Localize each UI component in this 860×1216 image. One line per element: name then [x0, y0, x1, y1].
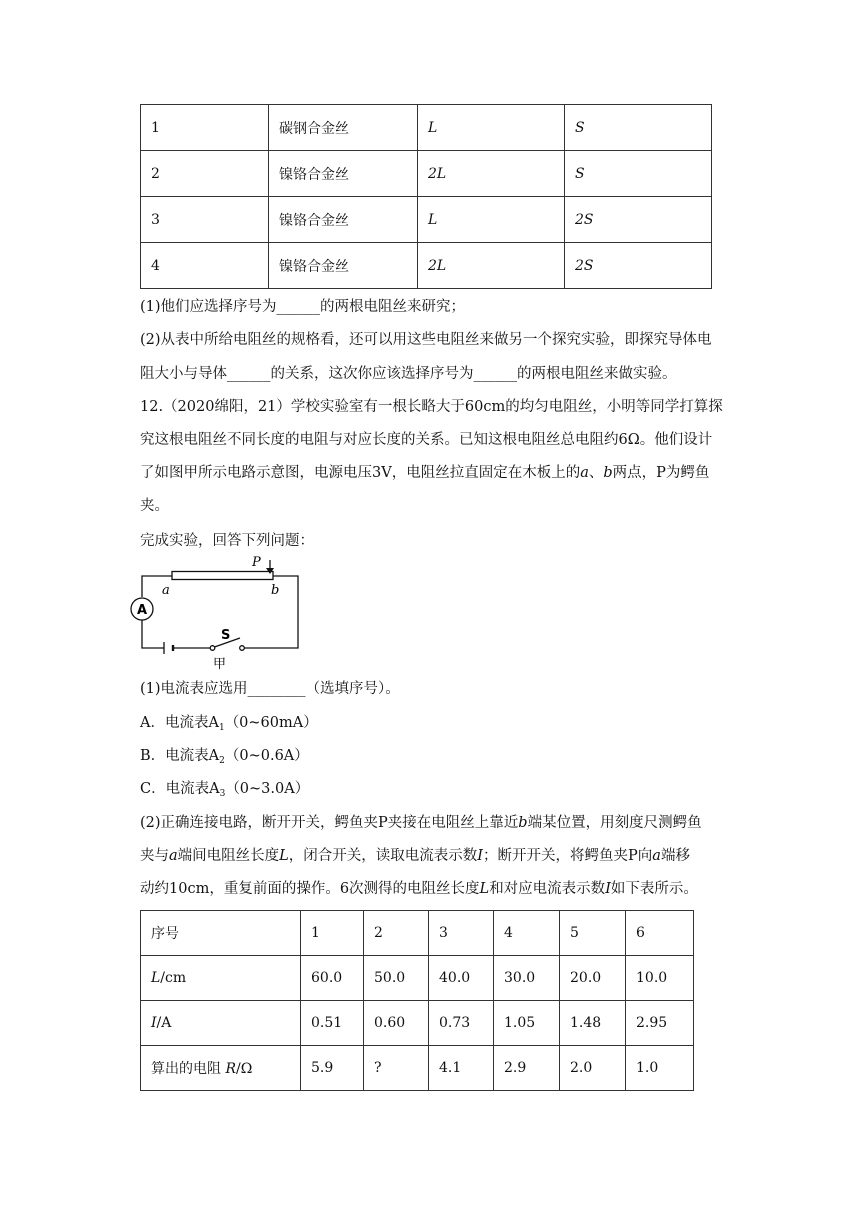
q12-sub2-line1: (2)正确连接电路，断开开关，鳄鱼夹P夹接在电阻丝上靠近b端某位置，用刻度尺测鳄鱼 [140, 815, 702, 831]
table-cell: 0.73 [429, 1001, 494, 1046]
table-cell: 10.0 [626, 956, 694, 1001]
label-a: a [162, 583, 170, 598]
table-cell: 4 [141, 243, 269, 289]
q12-sub1: (1)电流表应选用________（选填序号）。 [140, 681, 400, 697]
table-cell: 60.0 [301, 956, 364, 1001]
table-cell: 3 [141, 197, 269, 243]
table-cell: 2.95 [626, 1001, 694, 1046]
option-c: C．电流表$A_3(0\sim 3.0A)$ [140, 781, 310, 799]
table-cell: S [565, 151, 712, 197]
resistance-wire [172, 572, 273, 580]
table-row [141, 197, 712, 243]
table-header-cell: 1 [301, 911, 364, 956]
table-row [141, 911, 694, 956]
table-cell: 2L [418, 151, 565, 197]
table-header-cell: 3 [429, 911, 494, 956]
wire-bottom-left [142, 620, 164, 648]
label-P: P [252, 555, 261, 570]
table-cell: 5.9 [301, 1046, 364, 1091]
table-row [141, 151, 712, 197]
circuit-diagram [126, 552, 316, 674]
q11-part1: (1)他们应选择序号为______的两根电阻丝来研究； [140, 299, 466, 315]
table-cell: 1.48 [560, 1001, 626, 1046]
option-b: B．电流表$A_2(0\sim 0.6A)$ [140, 748, 309, 766]
table-cell: 1.05 [494, 1001, 560, 1046]
table-cell: 4.1 [429, 1046, 494, 1091]
table-header-cell: 6 [626, 911, 694, 956]
table-row [141, 956, 694, 1001]
table-header-cell: 2 [364, 911, 429, 956]
table-cell: 30.0 [494, 956, 560, 1001]
table-header-cell: 序号 [141, 911, 301, 956]
table-cell: 1.0 [626, 1046, 694, 1091]
table-row [141, 1046, 694, 1091]
table-cell: 镍铬合金丝 [269, 197, 418, 243]
q12-intro-line3: 了如图甲所示电路示意图，电源电压3V，电阻丝拉直固定在木板上的a、b两点，P为鳄鱼 [140, 465, 710, 481]
label-b: b [271, 583, 280, 598]
table-cell: 0.51 [301, 1001, 364, 1046]
table-cell: 0.60 [364, 1001, 429, 1046]
table-row [141, 1001, 694, 1046]
q11-part2-line2: 阻大小与导体______的关系，这次你应该选择序号为______的两根电阻丝来做实验。 [140, 366, 677, 382]
table-cell: L [418, 197, 565, 243]
measurement-table [140, 910, 694, 1091]
option-a: A．电流表$A_1(0\sim 60mA)$ [140, 715, 318, 733]
table-cell: 1 [141, 105, 269, 151]
table-cell: 碳钢合金丝 [269, 105, 418, 151]
table-cell: 镍铬合金丝 [269, 243, 418, 289]
wire-spec-table [140, 104, 712, 289]
table-cell: 2.0 [560, 1046, 626, 1091]
table-cell: L [418, 105, 565, 151]
table-cell: 40.0 [429, 956, 494, 1001]
q11-part2-line1: (2)从表中所给电阻丝的规格看，还可以用这些电阻丝来做另一个探究实验，即探究导体电 [140, 332, 712, 348]
row-label-I: I/A [141, 1001, 301, 1046]
table-cell: 2 [141, 151, 269, 197]
label-A: A [136, 603, 148, 618]
q12-sub2-line3: 动约10cm，重复前面的操作。6次测得的电阻丝长度L和对应电流表示数I如下表所示。 [140, 881, 698, 897]
table-cell: S [565, 105, 712, 151]
table-cell: 2L [418, 243, 565, 289]
q12-intro-line1: 12.（2020绵阳，21）学校实验室有一根长略大于60cm的均匀电阻丝，小明等同学打算探 [140, 399, 723, 415]
table-cell: 镍铬合金丝 [269, 151, 418, 197]
table-header-cell: 4 [494, 911, 560, 956]
q12-prompt: 完成实验，回答下列问题： [140, 533, 314, 549]
switch-contact-left [210, 646, 215, 651]
table-cell: 2.9 [494, 1046, 560, 1091]
table-cell: 2S [565, 243, 712, 289]
q12-sub2-line2: 夹与a端间电阻丝长度L，闭合开关，读取电流表示数I；断开开关，将鳄鱼夹P向a端移 [140, 848, 690, 864]
table-cell: 2S [565, 197, 712, 243]
row-label-R: 算出的电阻 R/Ω [141, 1046, 301, 1091]
table-row [141, 105, 712, 151]
table-cell: ? [364, 1046, 429, 1091]
table-cell: 50.0 [364, 956, 429, 1001]
switch-contact-right [240, 646, 245, 651]
q12-intro-line2: 究这根电阻丝不同长度的电阻与对应长度的关系。已知这根电阻丝总电阻约6Ω。他们设计 [140, 432, 713, 448]
q12-intro-line4: 夹。 [140, 498, 169, 514]
table-cell: 20.0 [560, 956, 626, 1001]
row-label-L: L/cm [141, 956, 301, 1001]
table-row [141, 243, 712, 289]
table-header-cell: 5 [560, 911, 626, 956]
label-S: S [221, 628, 231, 643]
figure-caption: 甲 [213, 657, 227, 672]
